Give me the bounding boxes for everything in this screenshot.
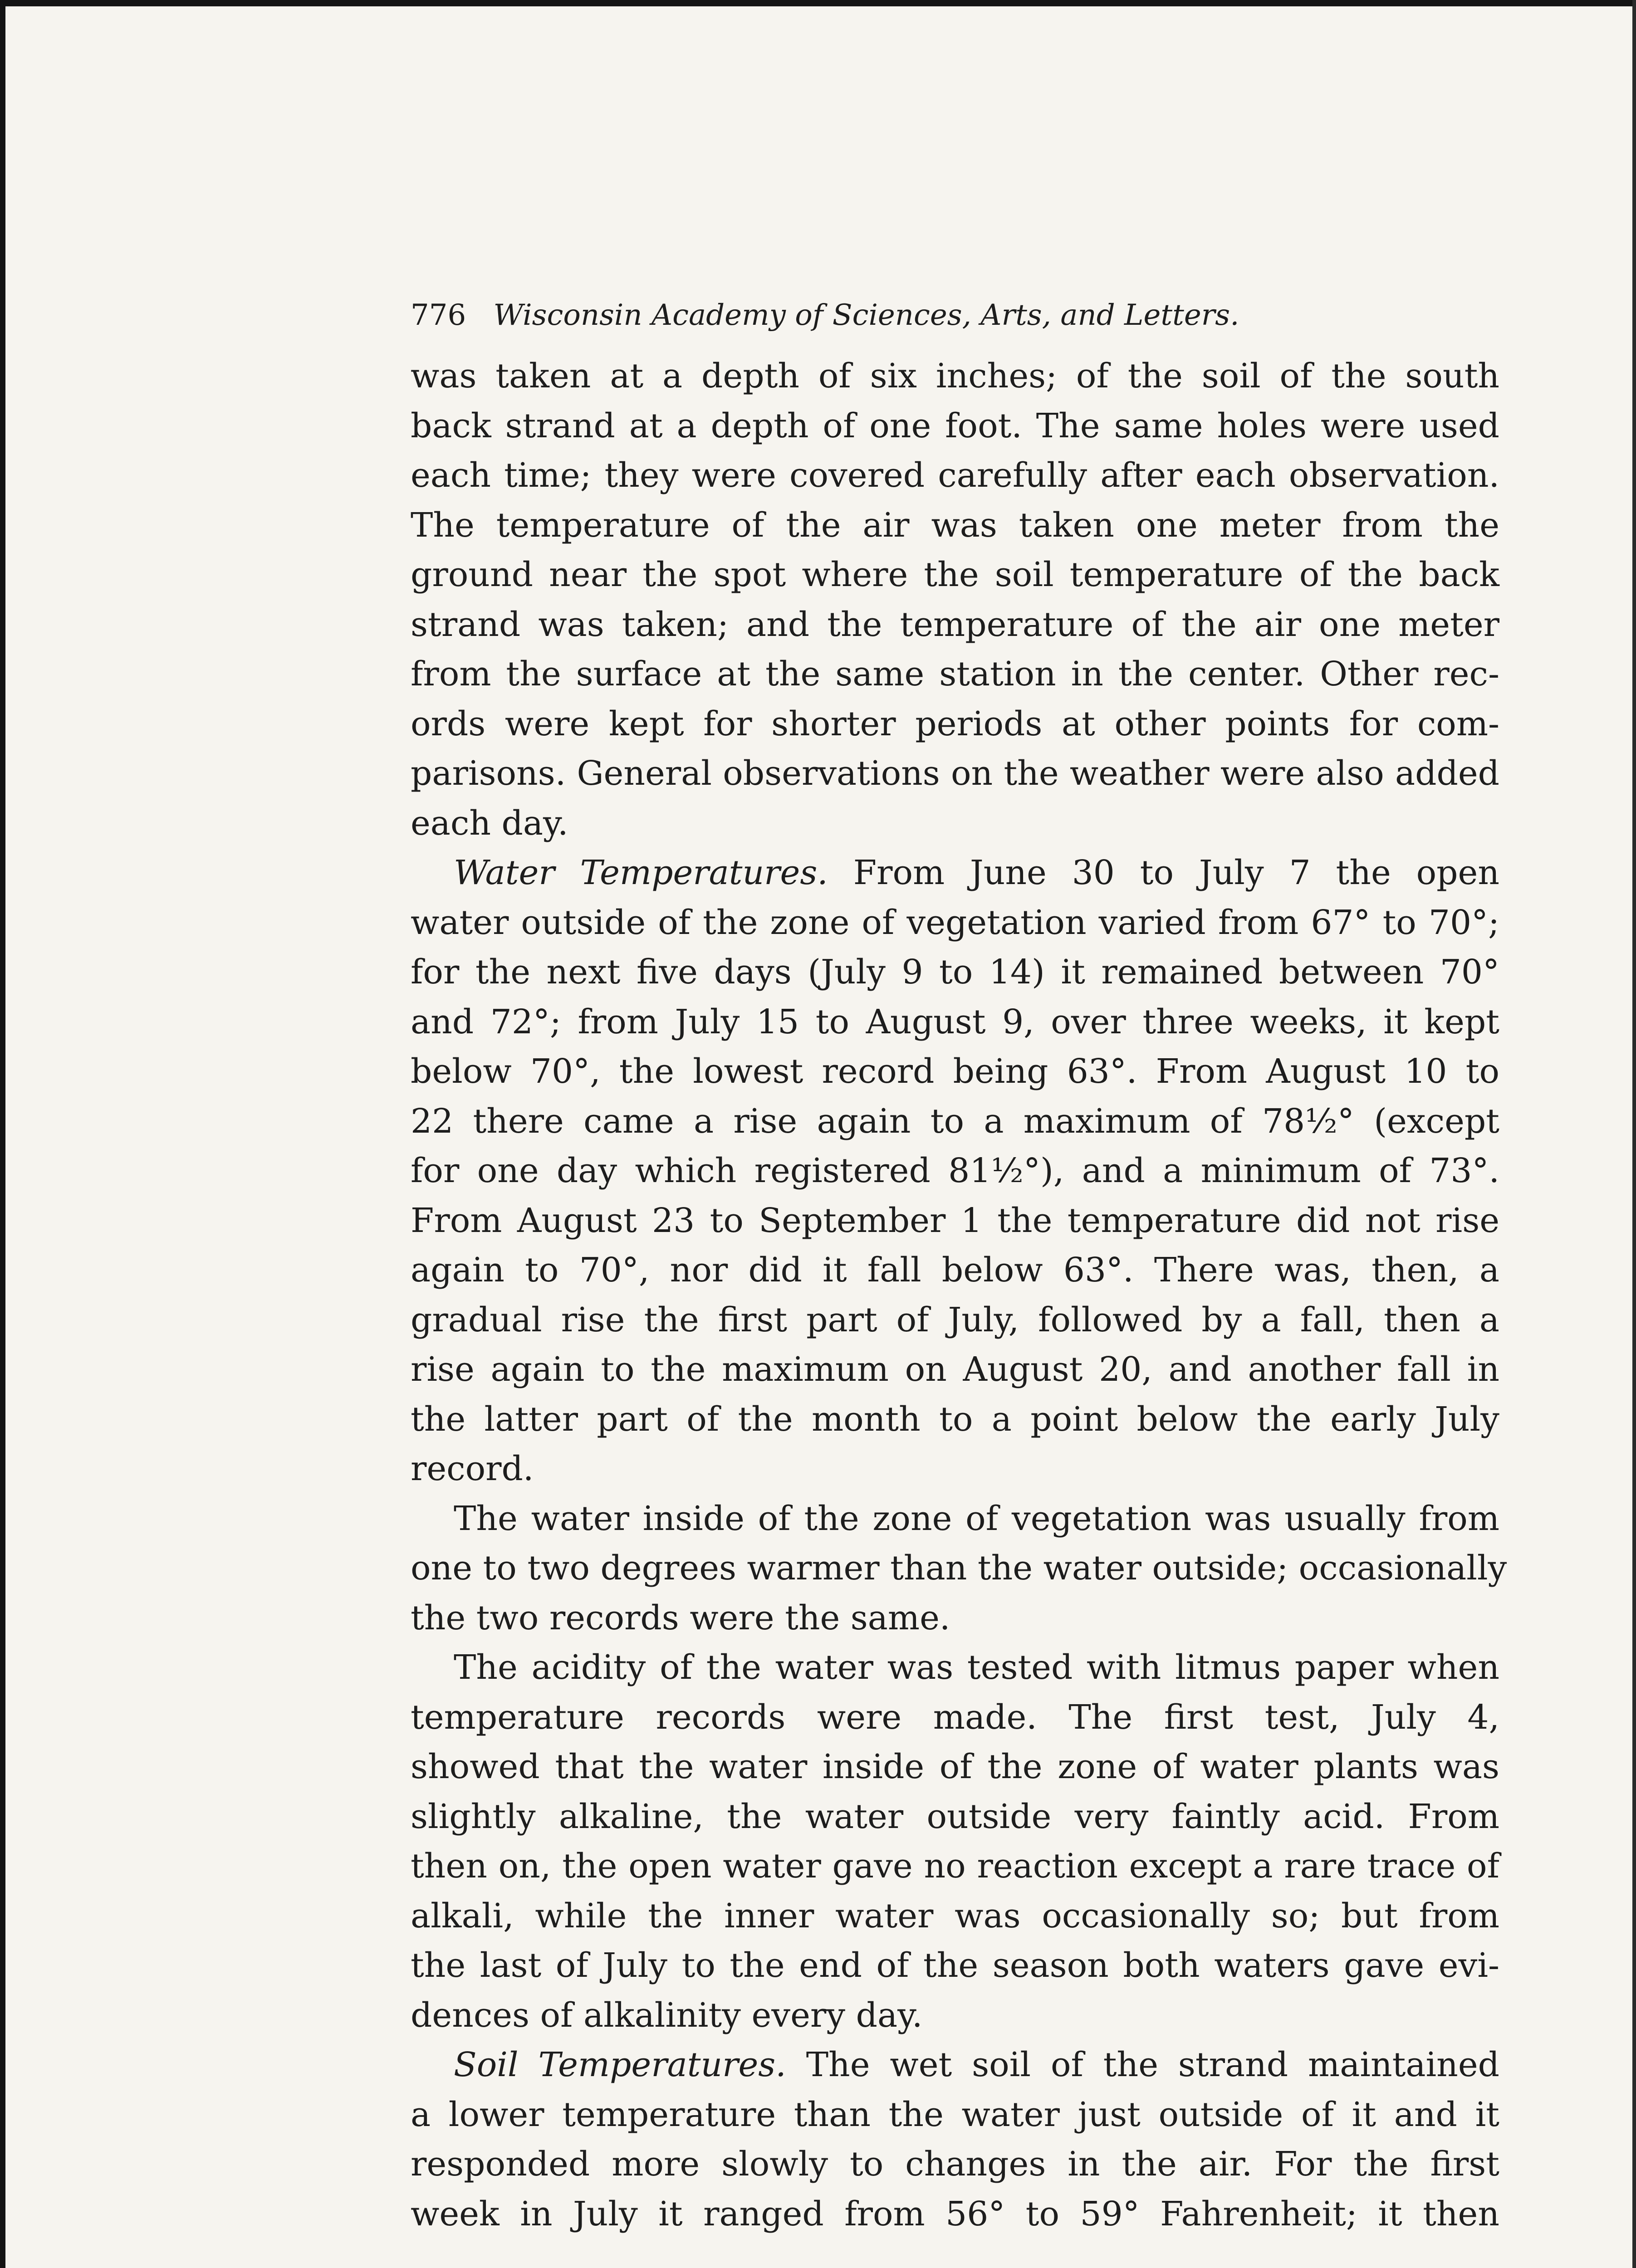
text-line: each time; they were covered carefully after each observation. (411, 456, 1499, 495)
text-line: the latter part of the month to a point below the early July (411, 1399, 1499, 1439)
text-line: the last of July to the end of the season both waters gave evi- (411, 1946, 1499, 1985)
text-line: one to two degrees warmer than the water outside; occasionally (411, 1549, 1507, 1588)
page-body (411, 295, 1507, 2239)
paragraph-water-temperatures (411, 848, 1499, 1494)
text-line: then on, the open water gave no reaction except a rare trace of (411, 1847, 1499, 1886)
text-line (411, 848, 1499, 898)
scan-border-right (1632, 0, 1636, 2268)
section-heading: Water Temperatures. (454, 853, 828, 892)
text-line: strand was taken; and the temperature of the air one meter (411, 605, 1499, 644)
text-span: The wet soil of the strand maintained (806, 2045, 1499, 2084)
text-line: The temperature of the air was taken one meter from the (411, 505, 1499, 545)
text-line: record. (411, 1449, 534, 1488)
text-line: responded more slowly to changes in the air. For the first (411, 2145, 1499, 2184)
text-line: from the surface at the same station in the center. Other rec- (411, 655, 1499, 694)
text-line: ground near the spot where the soil temperature of the back (411, 555, 1499, 594)
text-line: the two records were the same. (411, 1598, 950, 1637)
text-line: slightly alkaline, the water outside very faintly acid. From (411, 1797, 1499, 1836)
text-line: The water inside of the zone of vegetation was usually from (454, 1499, 1499, 1538)
text-line: back strand at a depth of one foot. The same holes were used (411, 406, 1499, 445)
text-line: dences of alkalinity every day. (411, 1995, 923, 2035)
text-line: week in July it ranged from 56° to 59° Fahrenheit; it then (411, 2194, 1499, 2234)
text-line (411, 2040, 1499, 2090)
text-line: From August 23 to September 1 the temperature did not rise (411, 1201, 1499, 1240)
text-line: for the next five days (July 9 to 14) it remained between 70° (411, 953, 1499, 992)
text-line: a lower temperature than the water just outside of it and it (411, 2095, 1499, 2134)
scan-border-left (0, 0, 5, 2268)
text-line: ords were kept for shorter periods at other points for com- (411, 704, 1499, 743)
journal-title: Wisconsin Academy of Sciences, Arts, and Letters. (493, 298, 1239, 332)
text-line: water outside of the zone of vegetation varied from 67° to 70°; (411, 903, 1499, 942)
paragraph (411, 1643, 1499, 2040)
text-line: 22 there came a rise again to a maximum of 78½° (except (411, 1101, 1499, 1141)
text-line: each day. (411, 803, 568, 843)
running-head (411, 295, 1499, 336)
scan-border-top (0, 0, 1636, 6)
text-line: gradual rise the first part of July, followed by a fall, then a (411, 1300, 1499, 1339)
text-line: below 70°, the lowest record being 63°. From August 10 to (411, 1052, 1499, 1091)
text-line: rise again to the maximum on August 20, and another fall in (411, 1350, 1499, 1389)
text-line: temperature records were made. The first test, July 4, (411, 1697, 1499, 1737)
text-line: for one day which registered 81½°), and a minimum of 73°. (411, 1151, 1499, 1190)
text-line: parisons. General observations on the weather were also added (411, 754, 1499, 793)
text-line: alkali, while the inner water was occasionally so; but from (411, 1896, 1499, 1936)
paragraph (411, 352, 1499, 848)
section-heading: Soil Temperatures. (454, 2045, 786, 2084)
page-number: 776 (411, 298, 466, 332)
text-line: showed that the water inside of the zone of water plants was (411, 1747, 1499, 1786)
text-line: was taken at a depth of six inches; of the soil of the south (411, 357, 1499, 396)
paragraph-soil-temperatures (411, 2040, 1499, 2239)
text-line: The acidity of the water was tested with litmus paper when (454, 1648, 1499, 1687)
text-line: again to 70°, nor did it fall below 63°. There was, then, a (411, 1251, 1499, 1290)
text-line: and 72°; from July 15 to August 9, over three weeks, it kept (411, 1002, 1499, 1041)
paragraph (411, 1494, 1507, 1643)
text-span: From June 30 to July 7 the open (853, 853, 1499, 892)
